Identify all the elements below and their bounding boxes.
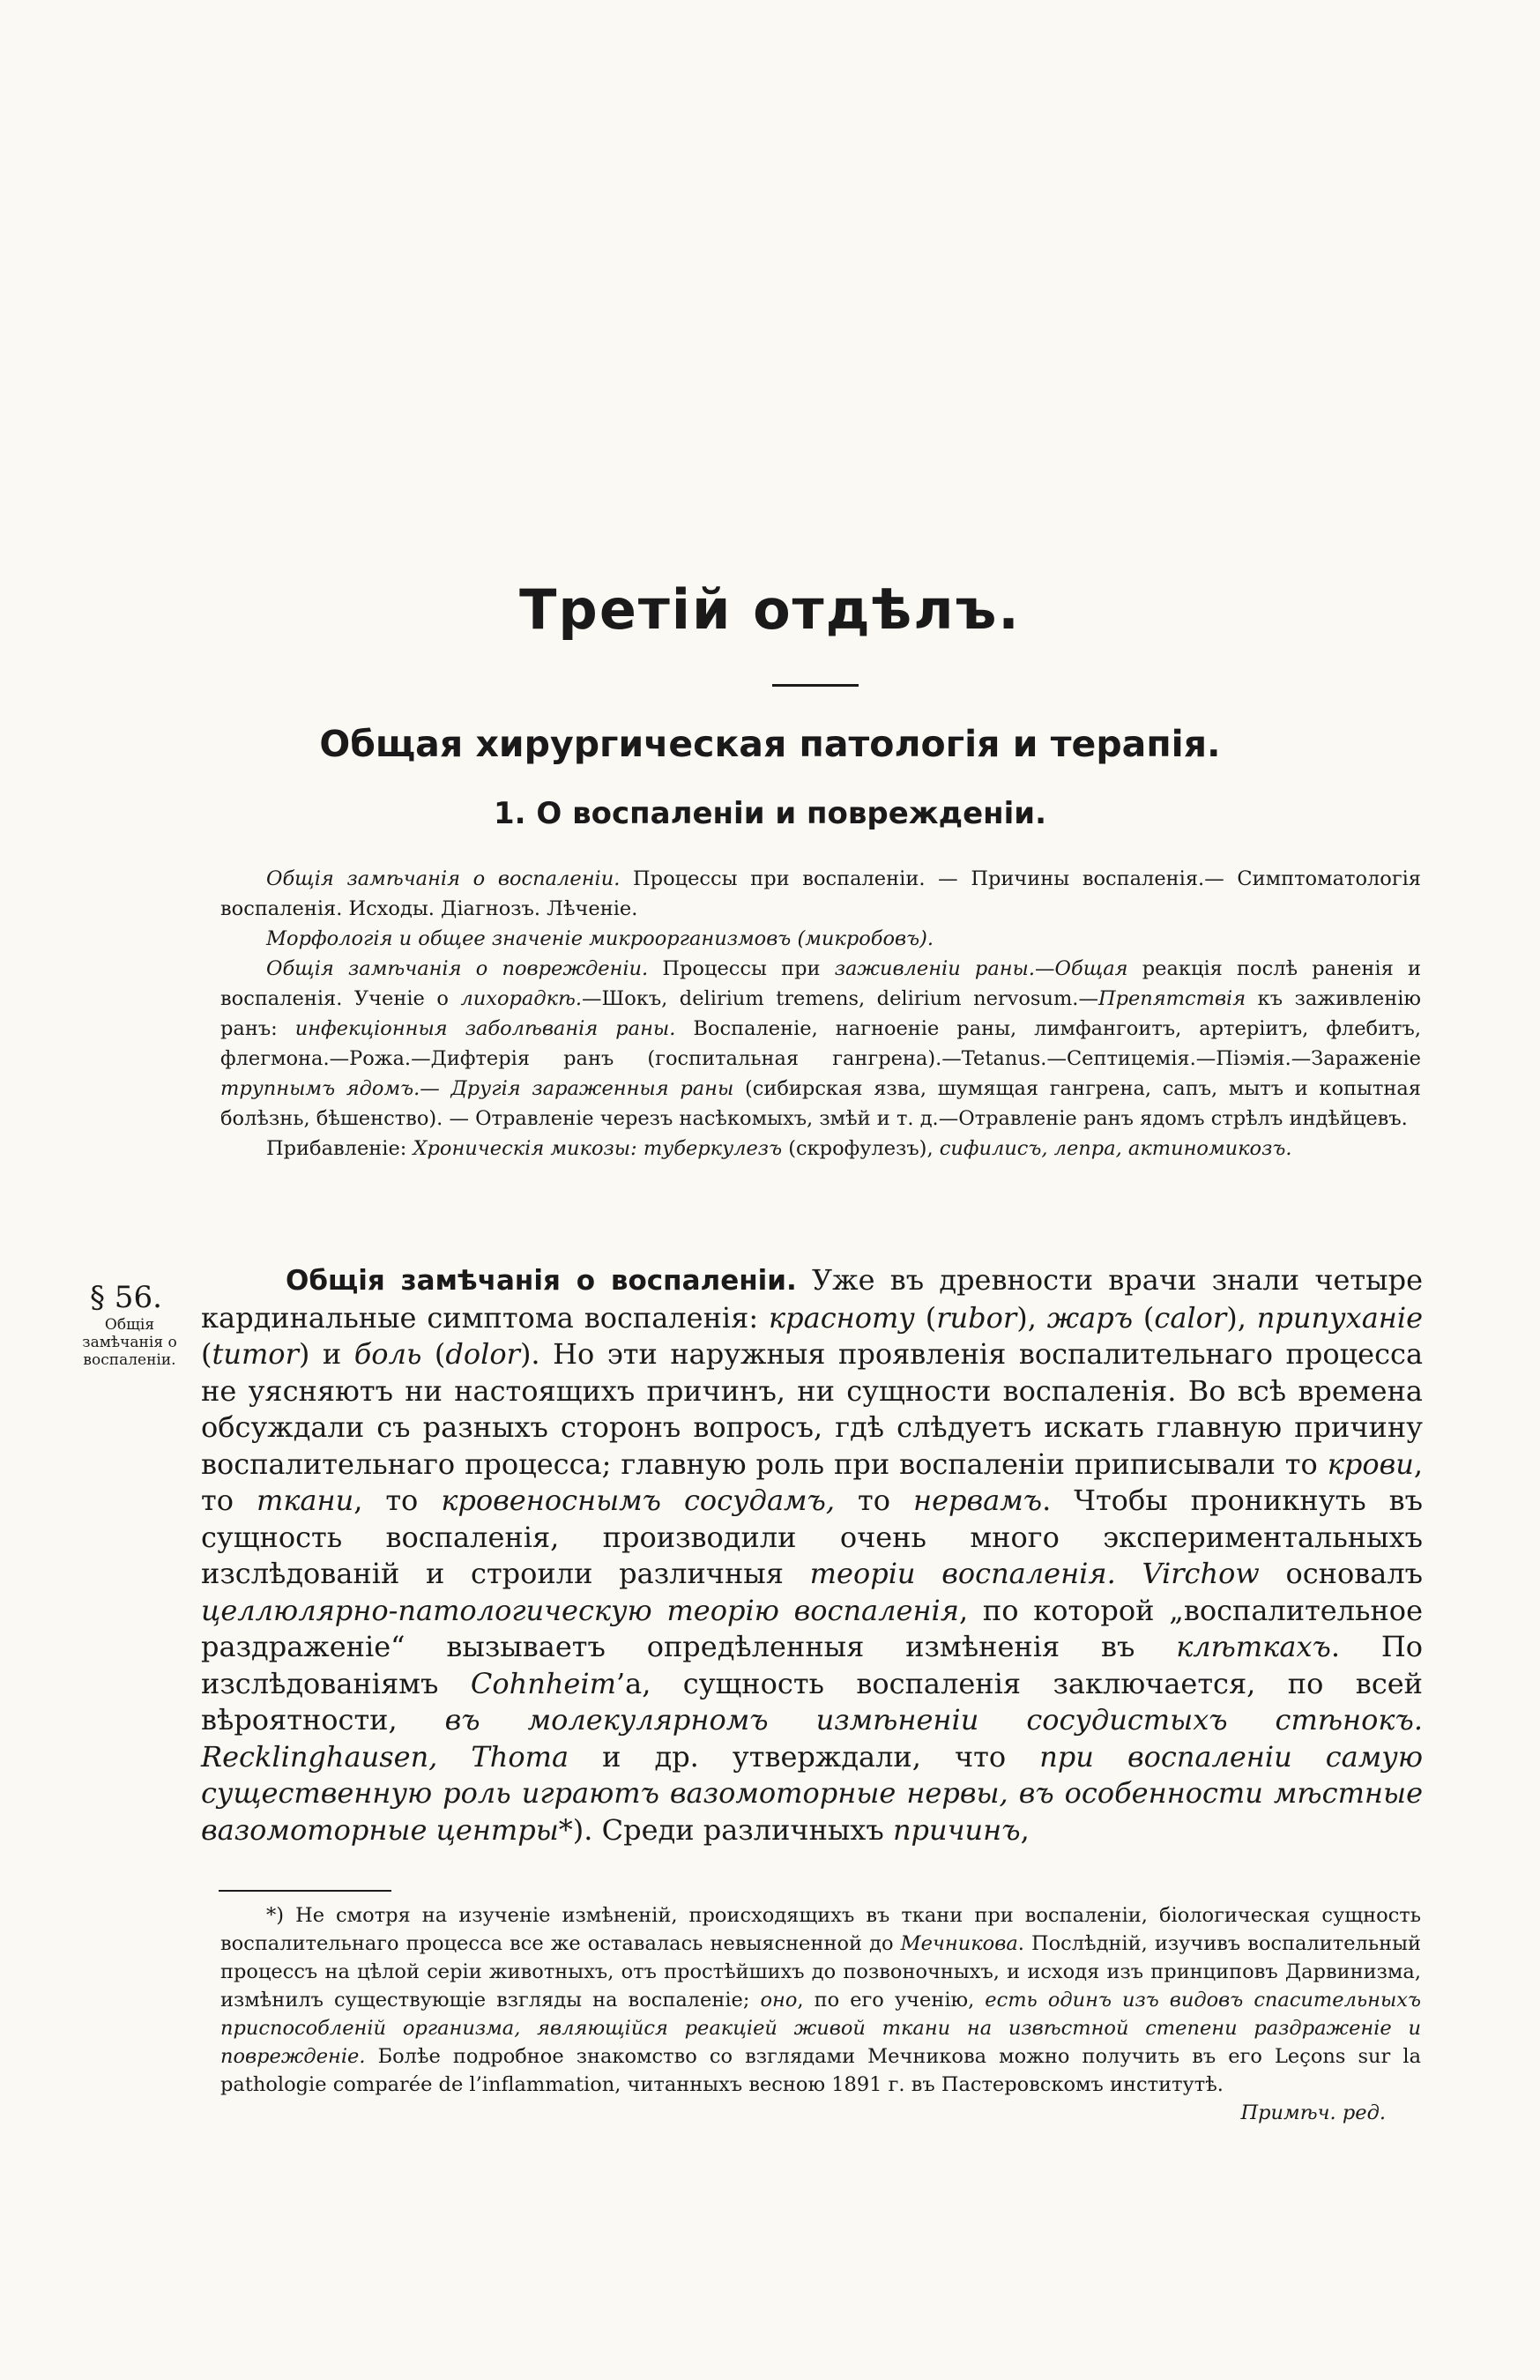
paragraph-heading: Общія замѣчанія о воспаленіи. [286,1265,797,1297]
body-emphasis: теоріи воспаленія. Virchow [809,1557,1260,1590]
synopsis-paragraph [220,864,1421,924]
body-text: ( [914,1300,937,1335]
synopsis-heading: Общія замѣчанія о воспаленіи. [266,867,621,890]
synopsis-text: къ заживленію ранъ: [220,987,1422,1040]
synopsis-text: —Шокъ, delirium tremens, delirium nervosum.— [582,987,1098,1010]
synopsis-paragraph [220,924,1421,954]
body-emphasis: tumor [212,1337,299,1371]
body-emphasis: крови [1327,1447,1414,1481]
body-emphasis: въ молекулярномъ измѣненіи сосудистыхъ стѣнокъ. Recklinghausen, Thoma [201,1703,1424,1774]
body-emphasis: красноту [769,1300,915,1335]
body-emphasis: припуханіе [1256,1300,1424,1335]
paragraph-number: § 56. [90,1280,162,1315]
synopsis-emphasis: трупнымъ ядомъ. [220,1077,420,1100]
synopsis-heading: Морфологія и общее значеніе микроорганизмовъ (микробовъ). [266,927,934,950]
synopsis-emphasis: Препятствія [1097,987,1246,1010]
synopsis-paragraph [220,1134,1421,1164]
body-text: *). Среди различныхъ [558,1812,893,1847]
footnote-emphasis: Мечникова [900,1932,1018,1955]
body-text: , то [353,1484,442,1517]
synopsis-emphasis: Общая [1054,957,1128,980]
synopsis-emphasis: Хроническія микозы: туберкулезъ [413,1137,783,1160]
body-emphasis: ткани [256,1484,354,1517]
body-text: ), [1016,1300,1047,1335]
synopsis-text: реакція послѣ раненія и воспаленія. Ученіе о [220,957,1422,1010]
body-emphasis: кровеноснымъ сосудамъ, [441,1484,836,1517]
body-text: то [835,1484,914,1517]
margin-note: Общія замѣчанія о воспаленіи. [82,1316,177,1369]
body-text: Уже въ древности врачи знали четыре кардинальные симптома воспаленія: [201,1263,1424,1335]
title-rule [772,684,859,687]
footnote-text: *) Не смотря на изученіе измѣненій, происходящихъ въ ткани при воспаленіи, біологическая сущность воспалительнаго процесса все же оставалась невыясненной до [220,1904,1421,1955]
body-text: . По изслѣдованіямъ [201,1630,1423,1700]
footnote-text: . Послѣдній, изучивъ воспалительный процессъ на цѣлой серіи животныхъ, отъ простѣйшихъ до позвоночныхъ, и исходя изъ принциповъ Дарвинизма, измѣнилъ существующіе взгляды на воспаленіе; [220,1932,1422,2012]
synopsis-text: — [1035,957,1055,980]
synopsis-emphasis: сифилисъ, лепра, актиномикозъ. [939,1137,1292,1160]
body-emphasis: dolor [445,1337,520,1371]
synopsis-emphasis: заживленіи раны. [834,957,1036,980]
footnote-emphasis: оно [760,1989,798,2012]
body-text: ( [201,1337,212,1371]
section-title: Общая хирургическая патологія и терапія. [319,723,1221,765]
synopsis-emphasis: инфекціонныя заболѣванія раны. [294,1017,676,1040]
body-text: , то [201,1447,1423,1517]
footnote-text: Болѣе подробное знакомство со взглядами Мечникова можно получить въ его Leçons sur la pathologie comparée de l’inflammation, читанныхъ весною 1891 г. въ Пастеровскомъ институтѣ. [220,2045,1421,2096]
body-paragraph [201,1262,1423,1848]
synopsis-paragraph [220,954,1421,1134]
chapter-synopsis [220,864,1421,1164]
synopsis-text: Процессы при [648,957,835,980]
synopsis-text: (сибирская язва, шумящая гангрена, сапъ, мытъ и копытная болѣзнь, бѣшенство). — Отравленіе черезъ насѣкомыхъ, змѣй и т. д.—Отравленіе ранъ ядомъ стрѣлъ индѣйцевъ. [220,1077,1421,1130]
body-text: и др. утверждали, что [569,1739,1040,1774]
body-text: ) и [298,1337,354,1371]
body-text: , по которой „воспалительное раздраженіе“ вызываетъ опредѣленныя измѣненія въ [201,1593,1424,1663]
body-emphasis: жаръ [1046,1300,1134,1335]
body-text: . Чтобы проникнуть въ сущность воспаленія, производили очень много экспериментальныхъ изслѣдованій и строили различныя [201,1484,1424,1590]
part-title: Третій отдѣлъ. [519,577,1021,642]
synopsis-text: (скрофулезъ), [782,1137,940,1160]
synopsis-text: Прибавленіе: [266,1137,413,1160]
body-emphasis: причинъ [892,1812,1021,1847]
body-emphasis: rubor [936,1300,1017,1335]
body-emphasis: боль [353,1337,422,1371]
footnote [220,1901,1421,2127]
body-emphasis: нервамъ [913,1484,1043,1517]
body-text: основалъ [1259,1557,1423,1590]
body-emphasis: calor [1154,1300,1227,1335]
footnote-rule [219,1890,391,1892]
synopsis-emphasis: Другія зараженныя раны [450,1077,734,1100]
body-emphasis: клѣткахъ [1176,1630,1331,1663]
chapter-title: 1. О воспаленіи и поврежденіи. [493,796,1047,831]
synopsis-text: Воспаленіе, нагноеніе раны, лимфангоитъ, артеріитъ, флебитъ, флегмона.—Рожа.—Дифтерія ранъ (госпитальная гангрена).—Tetanus.—Септицемія.—Піэмія.—Зараженіе [220,1017,1422,1070]
body-emphasis: Cohnheim [470,1666,616,1700]
footnote-signature: Примѣч. ред. [1240,2101,1386,2124]
synopsis-text: — [420,1077,451,1100]
body-text: , [1020,1812,1030,1847]
body-emphasis: целлюлярно-патологическую теорію воспаленія [201,1593,959,1627]
body-text: ’а, сущность воспаленія заключается, по всей вѣроятности, [201,1666,1424,1737]
footnote-emphasis: есть одинъ изъ видовъ спасительныхъ приспособленій организма, являющійся реакціей живой ткани на извѣстной степени раздраженіе и поврежденіе. [220,1989,1421,2068]
synopsis-emphasis: лихорадкѣ. [460,987,583,1010]
body-text: ), [1226,1300,1257,1335]
body-text: ( [1133,1300,1155,1335]
body-text: ( [421,1337,446,1371]
body-emphasis: при воспаленіи самую существенную роль играютъ вазомоторные нервы, въ особенности мѣстные вазомоторные центры [201,1739,1424,1847]
synopsis-heading: Общія замѣчанія о поврежденіи. [266,957,649,980]
body-text: ). Но эти наружныя проявленія воспалительнаго процесса не уясняютъ ни настоящихъ причинъ, ни сущности воспаленія. Во всѣ времена обсуждали съ разныхъ сторонъ вопросъ, гдѣ слѣдуетъ искать главную причину воспалительнаго процесса; главную роль при воспаленіи приписывали то [201,1337,1424,1481]
synopsis-text: Процессы при воспаленіи. — Причины воспаленія.— Симптоматологія воспаленія. Исходы. Діагнозъ. Лѣченіе. [220,867,1422,920]
footnote-text: , по его ученію, [797,1989,986,2012]
